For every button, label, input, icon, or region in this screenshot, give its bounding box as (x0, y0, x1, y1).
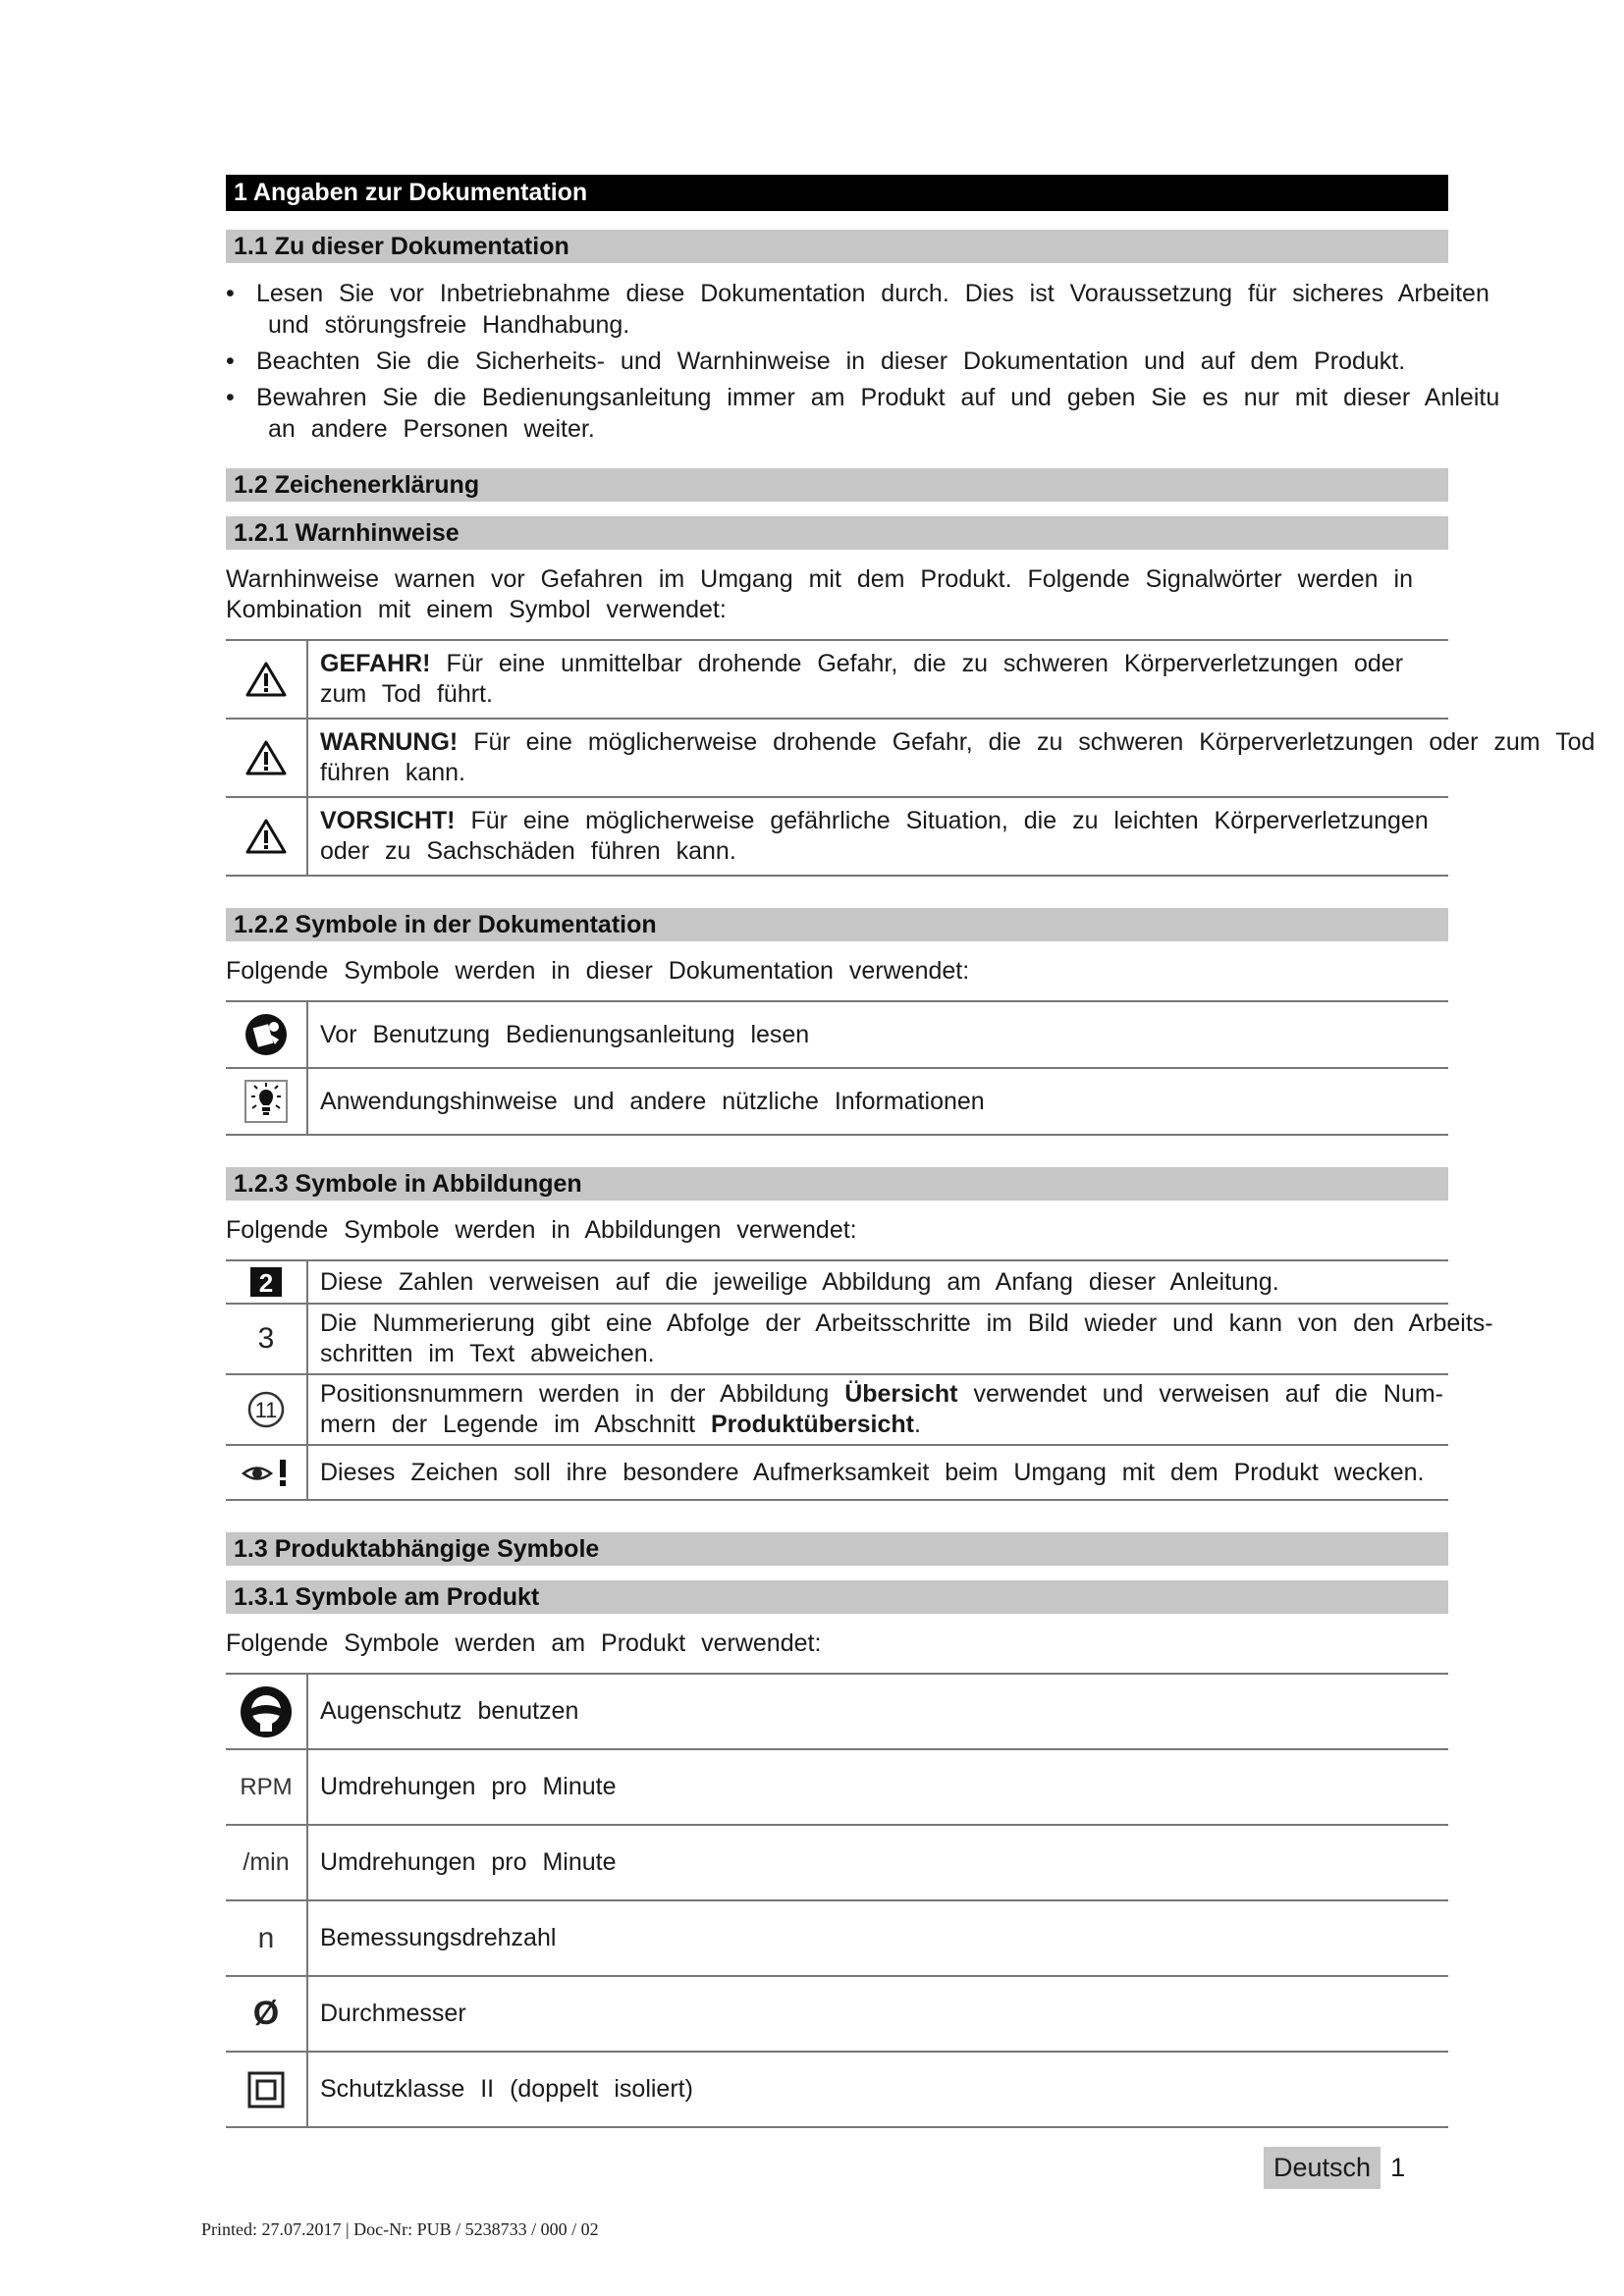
page-number: 1 (1390, 2153, 1406, 2182)
per-minute-icon (226, 1825, 307, 1900)
list-item-text: Lesen Sie vor Inbetriebnahme diese Dokumentation durch. Dies ist Voraussetzung für sicheres Arbeiten (256, 280, 1489, 307)
step-number-icon (226, 1304, 307, 1374)
list-item-text: Bewahren Sie die Bedienungsanleitung immer am Produkt auf und geben Sie es nur mit dieser Anleitu (256, 384, 1500, 411)
row-text: verwendet und verweisen auf die Num- mern der Legende im Abschnitt (320, 1380, 1444, 1438)
page-footer-language (1264, 2147, 1405, 2189)
table-row (226, 1749, 1448, 1825)
row-text: Anwendungshinweise und andere nützliche Informationen (307, 1068, 1448, 1135)
symbol-table (226, 1673, 1448, 2128)
row-text: Für eine möglicherweise drohende Gefahr, die zu schweren Körperverletzungen oder zum Tod führen kann. (320, 728, 1596, 786)
table-row (226, 1976, 1448, 2052)
list-item: • Bewahren Sie die Bedienungsanleitung immer am Produkt auf und geben Sie es nur mit dieser Anleitu an andere Personen weiter. (226, 382, 1596, 445)
list-item: • Lesen Sie vor Inbetriebnahme diese Dokumentation durch. Dies ist Voraussetzung für sicheres Arbeiten und störungsfreie Handhabung. (226, 278, 1596, 341)
rated-speed-icon (226, 1900, 307, 1976)
icon-label: n (257, 1921, 275, 1954)
row-text: Bemessungsdrehzahl (307, 1900, 1448, 1976)
table-row (226, 1445, 1448, 1500)
row-text: Schutzklasse II (doppelt isoliert) (307, 2052, 1448, 2127)
row-text: Vor Benutzung Bedienungsanleitung lesen (307, 1001, 1448, 1068)
list-item-text: Beachten Sie die Sicherheits- und Warnhinweise in dieser Dokumentation und auf dem Produkt. (256, 347, 1406, 375)
subsection-heading: 1.2.2 Symbole in der Dokumentation (226, 908, 1448, 941)
signal-word: WARNUNG! (320, 728, 459, 756)
table-row (226, 719, 1448, 797)
subsection-heading: 1.3 Produktabhängige Symbole (226, 1532, 1448, 1566)
icon-label: /min (243, 1848, 290, 1876)
subsection-heading: 1.1 Zu dieser Dokumentation (226, 230, 1448, 263)
position-number-icon (226, 1374, 307, 1445)
row-text: Für eine möglicherweise gefährliche Situation, die zu leichten Körperverletzungen oder zu Sachschäden führen kann. (320, 807, 1429, 865)
list-item-text: und störungsfreie Handhabung. (268, 311, 630, 339)
table-row (226, 797, 1448, 876)
diameter-icon (226, 1976, 307, 2052)
warning-triangle-icon (226, 797, 307, 876)
info-lightbulb-icon (226, 1068, 307, 1135)
row-text: Augenschutz benutzen (307, 1674, 1448, 1749)
symbol-table (226, 1000, 1448, 1136)
bullet-list (226, 278, 1596, 445)
row-text: . (913, 1411, 921, 1438)
table-row (226, 1001, 1448, 1068)
warning-table (226, 639, 1596, 877)
icon-label: 11 (254, 1398, 278, 1422)
subsection-heading: 1.2.3 Symbole in Abbildungen (226, 1167, 1448, 1201)
row-text: Umdrehungen pro Minute (307, 1749, 1448, 1825)
section-heading: 1 Angaben zur Dokumentation (226, 175, 1448, 211)
table-row (226, 1304, 1448, 1374)
warning-triangle-icon (226, 640, 307, 719)
icon-label: 2 (258, 1268, 274, 1298)
icon-label: 3 (257, 1322, 275, 1355)
row-text-bold: Übersicht (844, 1380, 958, 1408)
warning-triangle-icon (226, 719, 307, 797)
document-page (226, 175, 1596, 2160)
table-row (226, 2052, 1448, 2127)
table-row (226, 1900, 1448, 1976)
icon-label: Ø (252, 1995, 280, 2032)
icon-label: RPM (240, 1774, 293, 1800)
table-row (226, 1825, 1448, 1900)
paragraph: Folgende Symbole werden in Abbildungen verwendet: (226, 1216, 857, 1244)
signal-word: GEFAHR! (320, 650, 431, 677)
row-text: Dieses Zeichen soll ihre besondere Aufmerksamkeit beim Umgang mit dem Produkt wecken. (307, 1445, 1448, 1500)
list-item-text: an andere Personen weiter. (268, 415, 595, 443)
table-row (226, 1374, 1448, 1445)
read-manual-icon (226, 1001, 307, 1068)
row-text: Die Nummerierung gibt eine Abfolge der Arbeitsschritte im Bild wieder und kann von den Arbeits- schritten im Text abweichen. (320, 1309, 1493, 1367)
row-text: Diese Zahlen verweisen auf die jeweilige Abbildung am Anfang dieser Anleitung. (307, 1260, 1448, 1304)
signal-word: VORSICHT! (320, 807, 456, 834)
list-item: • Beachten Sie die Sicherheits- und Warnhinweise in dieser Dokumentation und auf dem Produkt. (226, 347, 1406, 375)
rpm-icon (226, 1749, 307, 1825)
paragraph: Folgende Symbole werden am Produkt verwendet: (226, 1629, 822, 1657)
row-text: Positionsnummern werden in der Abbildung (320, 1380, 845, 1408)
figure-number-icon (226, 1260, 307, 1304)
row-text-bold: Produktübersicht (710, 1411, 914, 1438)
table-row (226, 1068, 1448, 1135)
protection-class-ii-icon (226, 2052, 307, 2127)
row-text: Für eine unmittelbar drohende Gefahr, die zu schweren Körperverletzungen oder zum Tod führt. (320, 650, 1404, 708)
subsection-heading: 1.3.1 Symbole am Produkt (226, 1580, 1448, 1614)
eye-protection-icon (226, 1674, 307, 1749)
row-text: Durchmesser (307, 1976, 1448, 2052)
paragraph: Warnhinweise warnen vor Gefahren im Umgang mit dem Produkt. Folgende Signalwörter werden in Kombination mit einem Symbol verwendet: (226, 565, 1413, 623)
subsection-heading: 1.2 Zeichenerklärung (226, 468, 1448, 502)
subsection-heading: 1.2.1 Warnhinweise (226, 516, 1448, 550)
symbol-table (226, 1259, 1493, 1501)
table-row (226, 640, 1448, 719)
row-text: Umdrehungen pro Minute (307, 1825, 1448, 1900)
attention-eye-icon (226, 1445, 307, 1500)
print-info: Printed: 27.07.2017 | Doc-Nr: PUB / 5238733 / 000 / 02 (201, 2219, 599, 2239)
table-row (226, 1674, 1448, 1749)
table-row (226, 1260, 1448, 1304)
language-label: Deutsch (1264, 2147, 1380, 2189)
paragraph: Folgende Symbole werden in dieser Dokumentation verwendet: (226, 957, 970, 985)
